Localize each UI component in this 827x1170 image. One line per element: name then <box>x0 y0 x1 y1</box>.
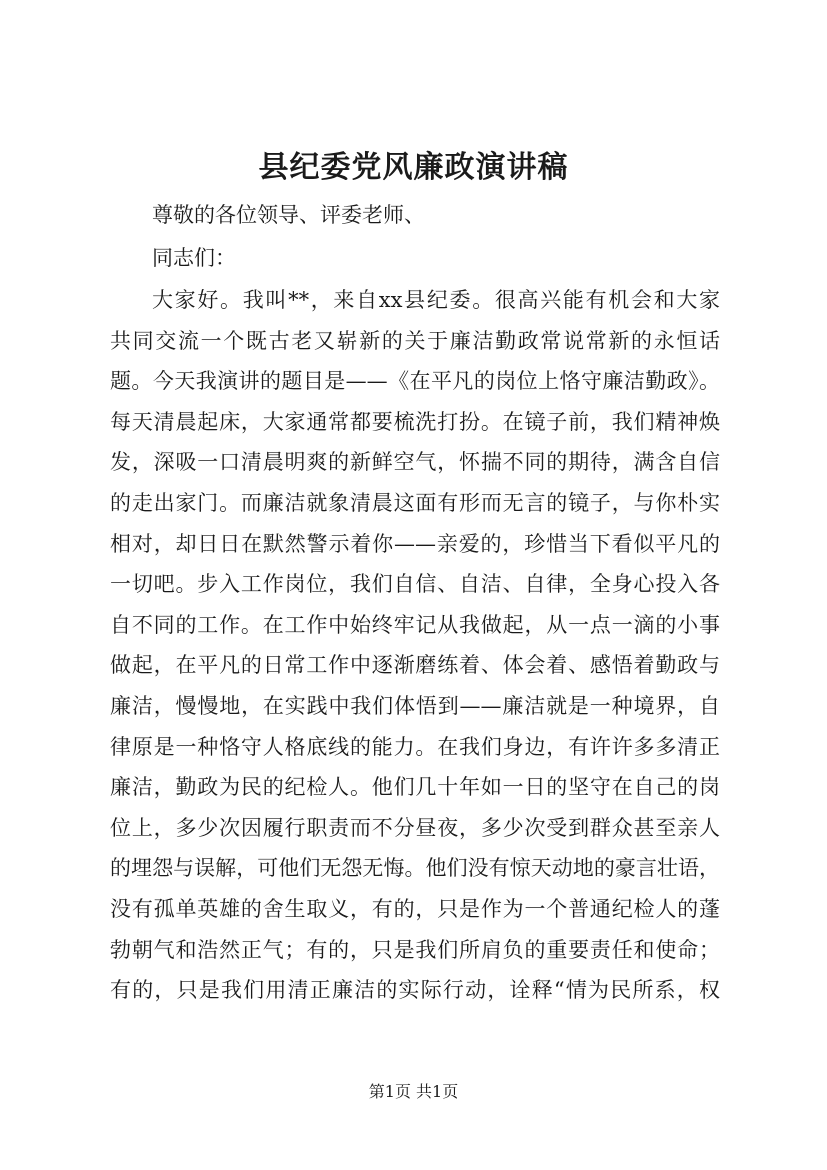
body-line: 做起，在平凡的日常工作中逐渐磨练着、体会着、感悟着勤政与 <box>110 653 720 678</box>
body-line: 一切吧。步入工作岗位，我们自信、自洁、自律，全身心投入各 <box>110 572 720 597</box>
body-line: 大家好。我叫**，来自xx县纪委。很高兴能有机会和大家 <box>152 288 720 312</box>
body-line: 的走出家门。而廉洁就象清晨这面有形而无言的镜子，与你朴实 <box>110 490 720 515</box>
salutation-line-1: 尊敬的各位领导、评委老师、 <box>152 203 425 227</box>
body-line: 律原是一种恪守人格底线的能力。在我们身边，有许许多多清正 <box>110 734 720 759</box>
body-line: 自不同的工作。在工作中始终牢记从我做起，从一点一滴的小事 <box>110 612 720 637</box>
body-line: 没有孤单英雄的舍生取义，有的，只是作为一个普通纪检人的蓬 <box>110 896 720 921</box>
body-line: 勃朝气和浩然正气；有的，只是我们所肩负的重要责任和使命； <box>110 937 720 962</box>
body-line: 位上，多少次因履行职责而不分昼夜，多少次受到群众甚至亲人 <box>110 815 720 840</box>
body-line: 发，深吸一口清晨明爽的新鲜空气，怀揣不同的期待，满含自信 <box>110 450 720 475</box>
salutation-line-2: 同志们： <box>152 246 236 270</box>
body-line: 廉洁，慢慢地，在实践中我们体悟到——廉洁就是一种境界，自 <box>110 693 720 718</box>
body-line: 相对，却日日在默然警示着你——亲爱的，珍惜当下看似平凡的 <box>110 531 720 556</box>
body-line: 有的，只是我们用清正廉洁的实际行动，诠释“情为民所系，权 <box>110 978 720 1003</box>
body-line: 的埋怨与误解，可他们无怨无悔。他们没有惊天动地的豪言壮语， <box>110 856 720 881</box>
page-number-footer: 第1页 共1页 <box>368 1082 459 1101</box>
body-line: 廉洁，勤政为民的纪检人。他们几十年如一日的坚守在自己的岗 <box>110 775 720 800</box>
document-title: 县纪委党风廉政演讲稿 <box>258 150 569 185</box>
body-line: 题。今天我演讲的题目是——《在平凡的岗位上恪守廉洁勤政》。 <box>110 369 720 394</box>
body-line: 每天清晨起床，大家通常都要梳洗打扮。在镜子前，我们精神焕 <box>110 409 720 434</box>
body-line: 共同交流一个既古老又崭新的关于廉洁勤政常说常新的永恒话 <box>110 328 720 353</box>
body-paragraph <box>110 285 720 1016</box>
